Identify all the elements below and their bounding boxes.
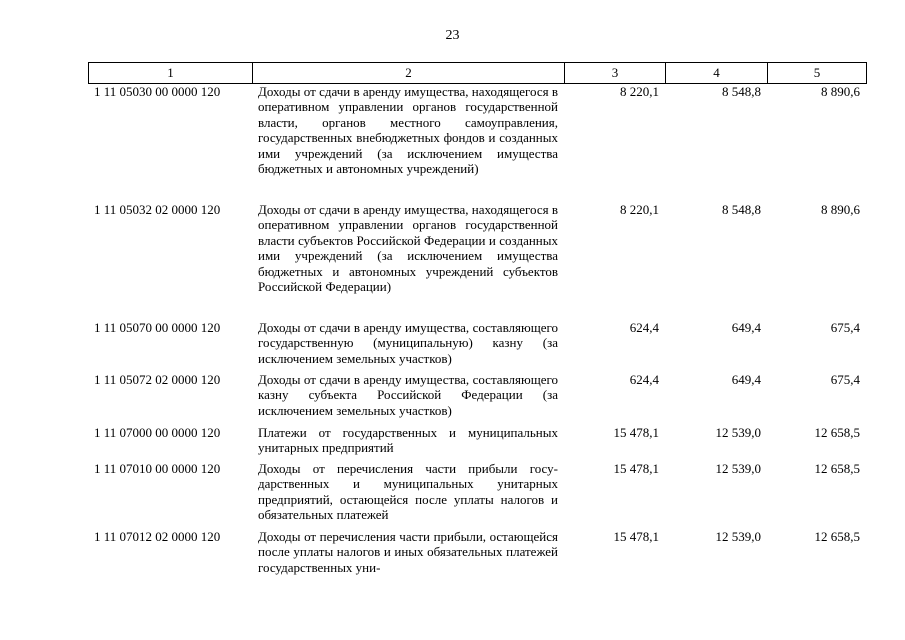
column-header-2: 2 bbox=[253, 63, 565, 84]
value-col-4: 12 539,0 bbox=[715, 529, 761, 544]
budget-code: 1 11 07000 00 0000 120 bbox=[94, 425, 221, 440]
income-description: Доходы от сдачи в аренду имущества, составляющего государственную (муниципальную) казну (за исключением земельных участков) bbox=[258, 320, 558, 366]
column-header-table bbox=[88, 62, 867, 84]
value-col-3: 624,4 bbox=[629, 372, 659, 387]
income-description: Доходы от сдачи в аренду имущества, находящегося в оперативном управлении органов государственной власти, органов местного самоуправления, государственных внебюджетных фондов и созданных ими учреждений (за исключением имущества бюджетных и автономных учреждений) bbox=[258, 84, 558, 177]
column-header-4: 4 bbox=[666, 63, 768, 84]
table-row bbox=[88, 84, 866, 202]
column-header-3: 3 bbox=[565, 63, 666, 84]
value-col-3: 624,4 bbox=[629, 320, 659, 335]
value-col-5: 12 658,5 bbox=[814, 461, 860, 476]
budget-code: 1 11 05032 02 0000 120 bbox=[94, 202, 221, 217]
value-col-5: 675,4 bbox=[830, 320, 860, 335]
table-row bbox=[88, 320, 866, 372]
table-row bbox=[88, 425, 866, 461]
value-col-5: 675,4 bbox=[830, 372, 860, 387]
value-col-3: 15 478,1 bbox=[613, 425, 659, 440]
value-col-4: 8 548,8 bbox=[722, 202, 761, 217]
column-header-5: 5 bbox=[768, 63, 867, 84]
income-description: Доходы от сдачи в аренду имущества, составляющего казну субъекта Российской Федерации (за исключением земельных участков) bbox=[258, 372, 558, 418]
value-col-4: 12 539,0 bbox=[715, 461, 761, 476]
income-description: Доходы от перечисления части прибыли государственных и муниципальных унитарных предприятий, остающейся после уплаты налогов и обязательных платежей bbox=[258, 461, 558, 523]
table-body bbox=[88, 84, 866, 581]
value-col-3: 8 220,1 bbox=[620, 84, 659, 99]
value-col-4: 12 539,0 bbox=[715, 425, 761, 440]
budget-code: 1 11 05070 00 0000 120 bbox=[94, 320, 221, 335]
budget-code: 1 11 05072 02 0000 120 bbox=[94, 372, 221, 387]
value-col-3: 15 478,1 bbox=[613, 529, 659, 544]
budget-code: 1 11 05030 00 0000 120 bbox=[94, 84, 221, 99]
value-col-3: 15 478,1 bbox=[613, 461, 659, 476]
budget-code: 1 11 07012 02 0000 120 bbox=[94, 529, 221, 544]
value-col-3: 8 220,1 bbox=[620, 202, 659, 217]
value-col-4: 649,4 bbox=[731, 372, 761, 387]
value-col-4: 649,4 bbox=[731, 320, 761, 335]
column-header-1: 1 bbox=[89, 63, 253, 84]
value-col-5: 8 890,6 bbox=[821, 202, 860, 217]
table-row bbox=[88, 202, 866, 320]
column-header-row bbox=[89, 63, 867, 84]
page-number: 23 bbox=[445, 28, 460, 43]
value-col-5: 12 658,5 bbox=[814, 425, 860, 440]
income-description: Доходы от перечисления части прибыли, остающейся после уплаты налогов и иных обязательных платежей государственных уни- bbox=[258, 529, 558, 575]
value-col-5: 12 658,5 bbox=[814, 529, 860, 544]
table-row bbox=[88, 461, 866, 529]
value-col-4: 8 548,8 bbox=[722, 84, 761, 99]
budget-code: 1 11 07010 00 0000 120 bbox=[94, 461, 221, 476]
table-row bbox=[88, 372, 866, 425]
value-col-5: 8 890,6 bbox=[821, 84, 860, 99]
income-description: Платежи от государственных и муниципальных унитарных предприятий bbox=[258, 425, 558, 456]
income-description: Доходы от сдачи в аренду имущества, находящегося в оперативном управлении органов государственной власти субъектов Российской Федерации и созданных ими учреждений (за исключением имущества бюджетных и автономных учреждений субъектов Российской Федерации) bbox=[258, 202, 558, 295]
table-row bbox=[88, 529, 866, 581]
